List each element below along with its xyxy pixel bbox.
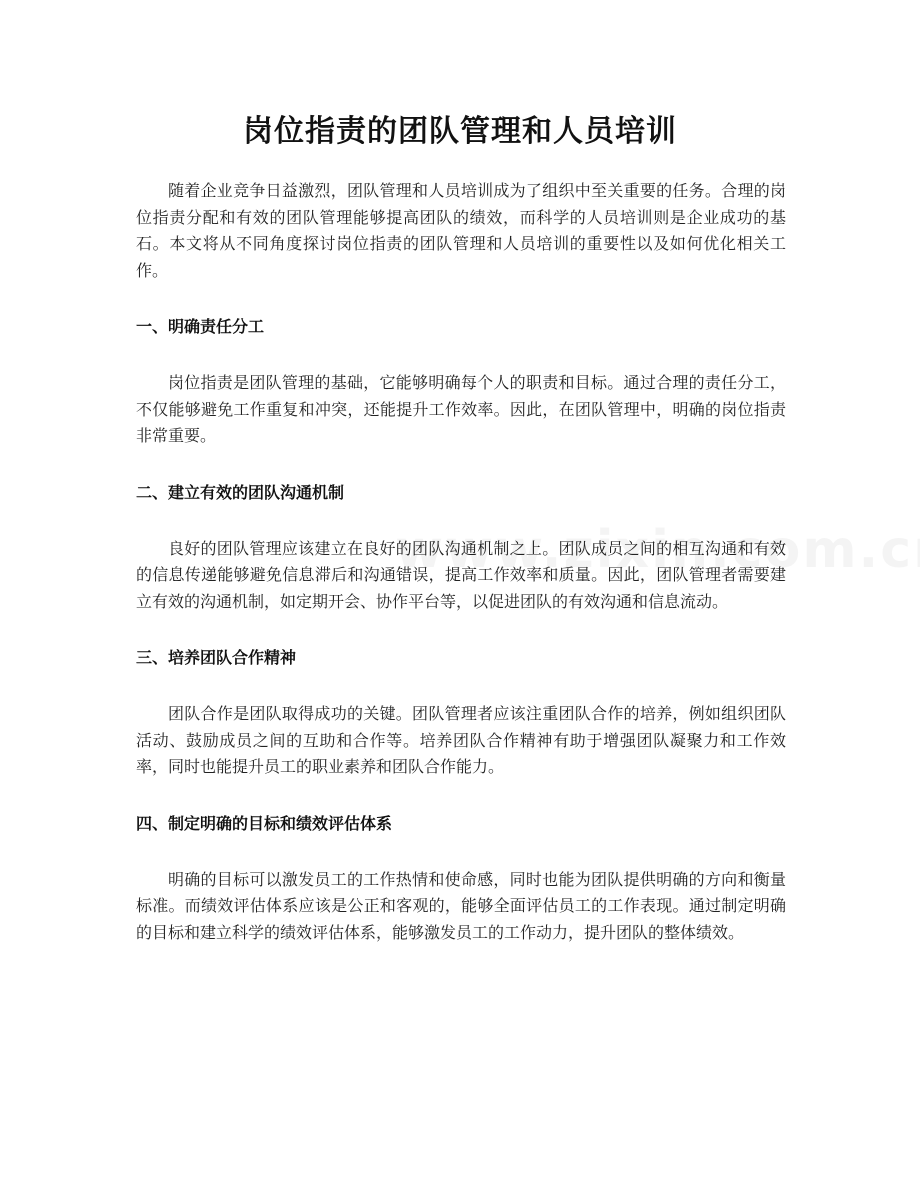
- section-body-2: 良好的团队管理应该建立在良好的团队沟通机制之上。团队成员之间的相互沟通和有效的信息传递能够避免信息滞后和沟通错误，提高工作效率和质量。因此，团队管理者需要建立有效的沟通机制，如定期开会、协作平台等，以促进团队的有效沟通和信息流动。: [136, 538, 786, 611]
- section-body-1: 岗位指责是团队管理的基础，它能够明确每个人的职责和目标。通过合理的责任分工，不仅能够避免工作重复和冲突，还能提升工作效率。因此，在团队管理中，明确的岗位指责非常重要。: [136, 373, 786, 445]
- section-heading-1: 一、明确责任分工: [136, 317, 265, 336]
- page-title: 岗位指责的团队管理和人员培训: [243, 114, 677, 149]
- intro-paragraph: 随着企业竞争日益激烈，团队管理和人员培训成为了组织中至关重要的任务。合理的岗位指责分配和有效的团队管理能够提高团队的绩效，而科学的人员培训则是企业成功的基石。本文将从不同角度探讨岗位指责的团队管理和人员培训的重要性以及如何优化相关工作。: [136, 181, 786, 280]
- section-heading-2: 二、建立有效的团队沟通机制: [136, 482, 345, 502]
- section-body-3: 团队合作是团队取得成功的关键。团队管理者应该注重团队合作的培养，例如组织团队活动、鼓励成员之间的互助和合作等。培养团队合作精神有助于增强团队凝聚力和工作效率，同时也能提升员工的职业素养和团队合作能力。: [136, 704, 786, 776]
- document-body: [136, 178, 786, 946]
- section-heading-3: 三、培养团队合作精神: [136, 648, 297, 667]
- section-heading-4: 四、制定明确的目标和绩效评估体系: [136, 813, 393, 833]
- section-body-4: 明确的目标可以激发员工的工作热情和使命感，同时也能为团队提供明确的方向和衡量标准。而绩效评估体系应该是公正和客观的，能够全面评估员工的工作表现。通过制定明确的目标和建立科学的绩效评估体系，能够激发员工的工作动力，提升团队的整体绩效。: [136, 869, 786, 942]
